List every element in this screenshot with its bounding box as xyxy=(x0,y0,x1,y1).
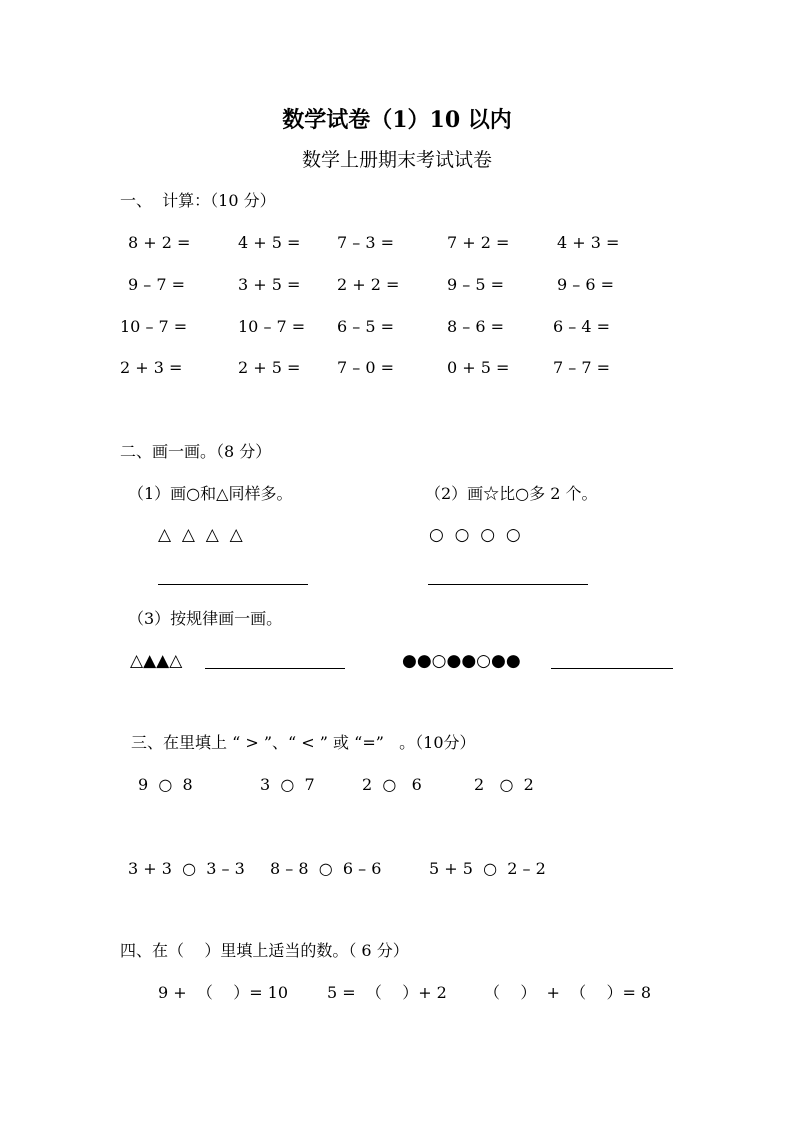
fill-item: 9 + （ ）= 10 xyxy=(158,983,289,1002)
compare-item: 8 – 8 ○ 6 – 6 xyxy=(270,859,382,878)
section-3-heading: 三、在里填上 “ > ”、“ < ” 或 “=” 。（10分） xyxy=(131,733,476,752)
calc-problem: 2 + 5 = xyxy=(238,358,301,377)
section-2-heading: 二、画一画。（8 分） xyxy=(120,442,272,461)
compare-item: 2 ○ 6 xyxy=(362,775,422,794)
calc-problem: 8 – 6 = xyxy=(447,317,505,336)
calc-problem: 9 – 7 = xyxy=(128,275,186,294)
section-4-heading: 四、在（ ）里填上适当的数。（ 6 分） xyxy=(120,941,409,960)
calc-problem: 9 – 5 = xyxy=(447,275,505,294)
calc-problem: 7 – 0 = xyxy=(337,358,395,377)
section-1-heading: 一、 计算：（10 分） xyxy=(120,191,276,210)
calc-problem: 4 + 5 = xyxy=(238,233,301,252)
q3-answer-line-2 xyxy=(551,668,673,669)
page-title: 数学试卷（1）10 以内 xyxy=(282,107,512,133)
calc-problem: 3 + 5 = xyxy=(238,275,301,294)
q3-pattern-triangles: △▲▲△ xyxy=(130,651,183,671)
calc-problem: 8 + 2 = xyxy=(128,233,191,252)
calc-problem: 10 – 7 = xyxy=(120,317,188,336)
calc-problem: 6 – 5 = xyxy=(337,317,395,336)
q2-label: （2）画☆比○多 2 个。 xyxy=(425,484,598,503)
q2-answer-line xyxy=(428,584,588,585)
q3-pattern-circles: ●●○●●○●● xyxy=(402,651,521,671)
calc-problem: 2 + 2 = xyxy=(337,275,400,294)
fill-item: （ ） + （ ）= 8 xyxy=(484,983,652,1002)
calc-problem: 7 – 7 = xyxy=(553,358,611,377)
calc-problem: 2 + 3 = xyxy=(120,358,183,377)
q2-circles: ○ ○ ○ ○ xyxy=(429,525,521,545)
q3-answer-line-1 xyxy=(205,668,345,669)
compare-item: 3 ○ 7 xyxy=(260,775,315,794)
q1-label: （1）画○和△同样多。 xyxy=(128,484,293,503)
compare-item: 9 ○ 8 xyxy=(138,775,193,794)
calc-problem: 9 – 6 = xyxy=(557,275,615,294)
calc-problem: 0 + 5 = xyxy=(447,358,510,377)
calc-problem: 10 – 7 = xyxy=(238,317,306,336)
compare-item: 5 + 5 ○ 2 – 2 xyxy=(429,859,546,878)
calc-problem: 4 + 3 = xyxy=(557,233,620,252)
fill-item: 5 = （ ）+ 2 xyxy=(327,983,447,1002)
page-subtitle: 数学上册期末考试试卷 xyxy=(301,149,492,171)
q3-label: （3）按规律画一画。 xyxy=(128,609,283,628)
q1-triangles: △ △ △ △ xyxy=(158,525,243,545)
calc-problem: 7 – 3 = xyxy=(337,233,395,252)
q1-answer-line xyxy=(158,584,308,585)
calc-problem: 6 – 4 = xyxy=(553,317,611,336)
compare-item: 3 + 3 ○ 3 – 3 xyxy=(128,859,245,878)
calc-problem: 7 + 2 = xyxy=(447,233,510,252)
compare-item: 2 ○ 2 xyxy=(474,775,534,794)
